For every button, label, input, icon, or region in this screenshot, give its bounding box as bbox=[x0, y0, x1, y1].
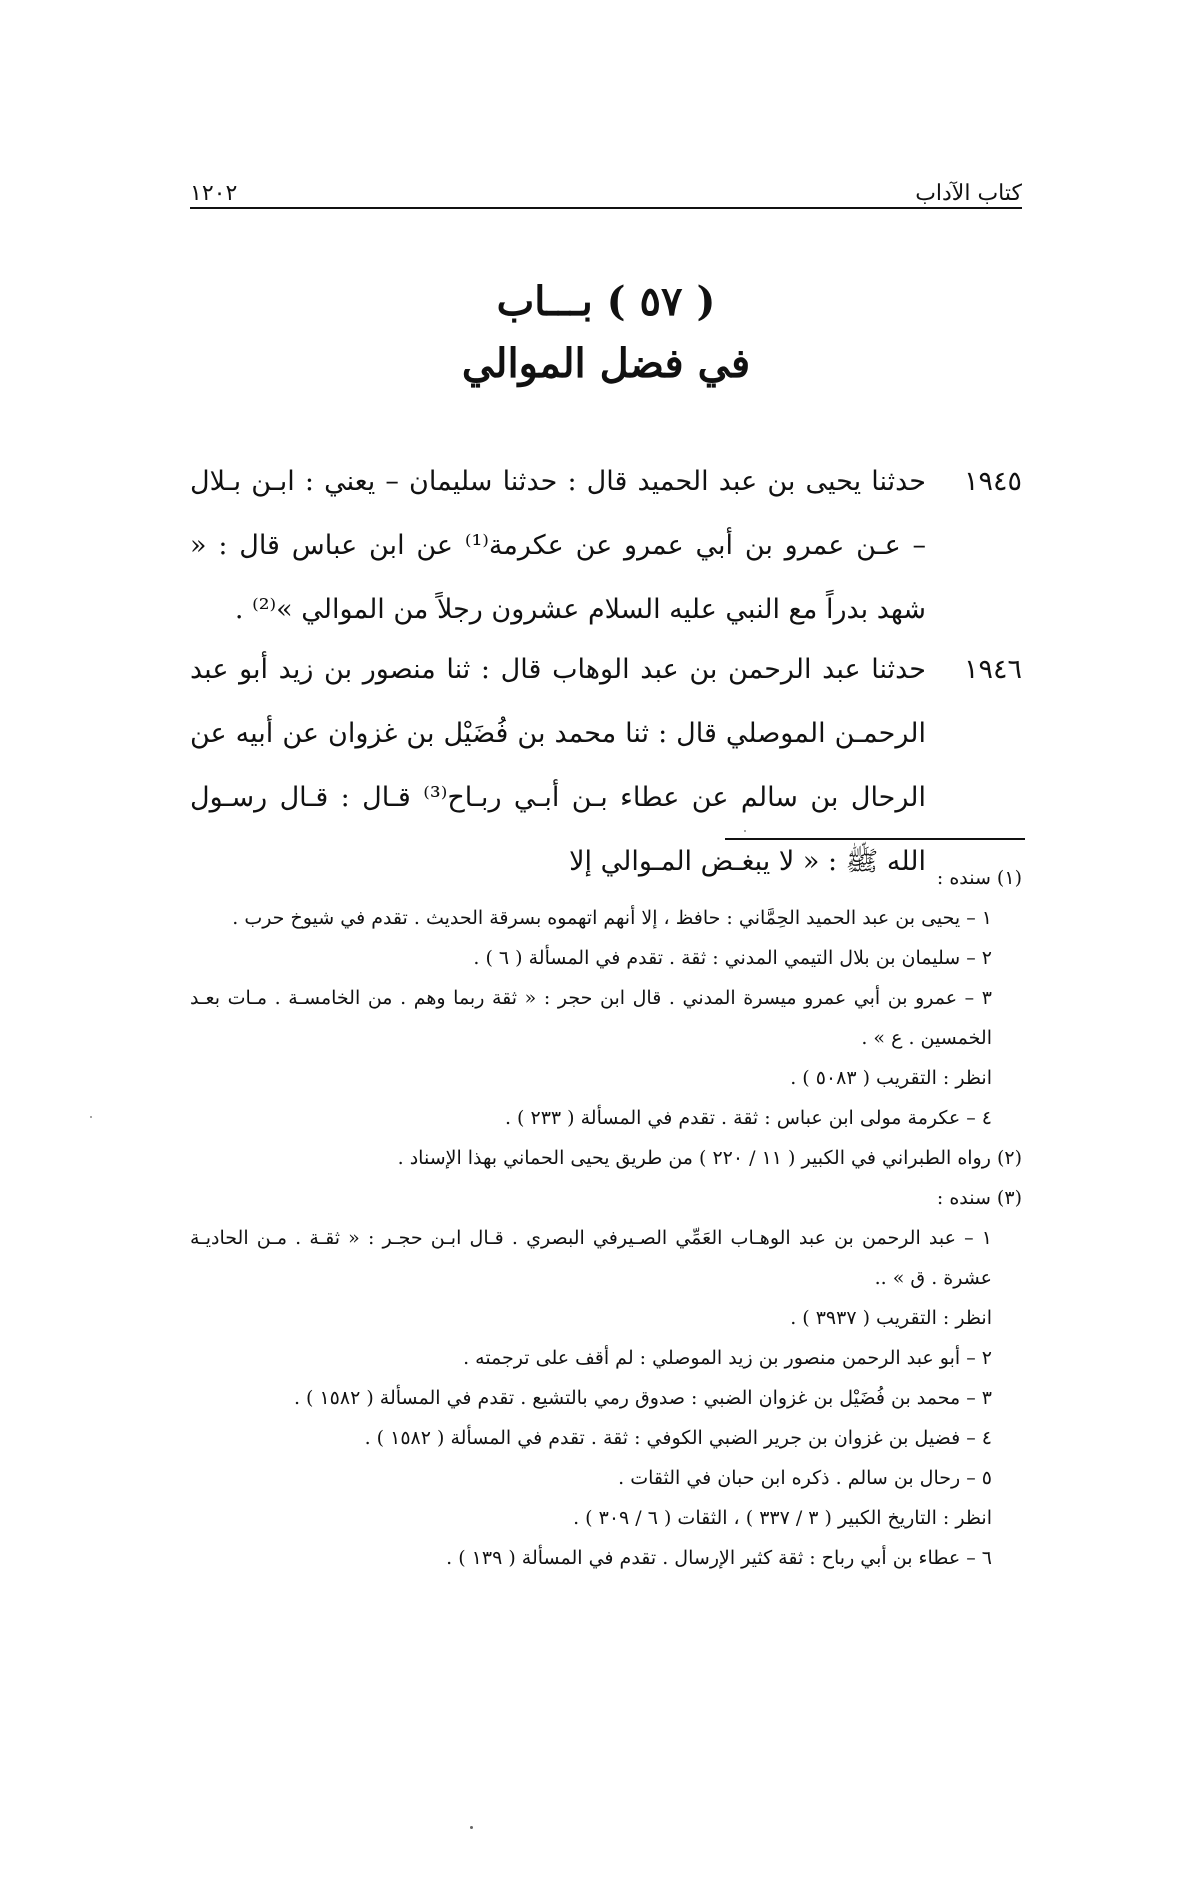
book-title: كتاب الآداب bbox=[915, 181, 1022, 206]
header-rule bbox=[190, 207, 1022, 209]
footnote-line: ٣ – محمد بن فُضَيْل بن غزوان الضبي : صدوق رمي بالتشيع . تقدم في المسألة ( ١٥٨٢ ) . bbox=[293, 1387, 992, 1409]
footnote-line: ٣ – عمرو بن أبي عمرو ميسرة المدني . قال ابن حجر : « ثقة ربما وهم . من الخامسـة . مـات بعـد الخمسين . ع » . bbox=[190, 987, 992, 1049]
hadith-text: حدثنا عبد الرحمن بن عبد الوهاب قال : ثنا منصور بن زيد أبو عبد الرحمـن الموصلي قال : ثنا محمد بن فُضَيْل بن غزوان عن أبيه عن الرحال بن سالم عن عطاء بـن أبـي ربـاح⁽³⁾ قـال : قـال رسـول الله ﷺ : « لا يبغـض المـوالي إلا bbox=[190, 654, 926, 877]
footnote-line: (١) سنده : bbox=[936, 867, 1022, 889]
footnote-line: (٢) رواه الطبراني في الكبير ( ١١ / ٢٢٠ ) من طريق يحيى الحماني بهذا الإسناد . bbox=[397, 1147, 1022, 1169]
footnotes bbox=[190, 858, 1022, 1578]
page-header bbox=[190, 170, 1022, 206]
footnote-line: ١ – يحيى بن عبد الحميد الحِمَّاني : حافظ ، إلا أنهم اتهموه بسرقة الحديث . تقدم في شيوخ حرب . bbox=[232, 907, 992, 929]
footnote-line: ٢ – أبو عبد الرحمن منصور بن زيد الموصلي : لم أقف على ترجمته . bbox=[463, 1347, 992, 1369]
hadith-1945 bbox=[190, 450, 1022, 642]
footnote-line: ٢ – سليمان بن بلال التيمي المدني : ثقة . تقدم في المسألة ( ٦ ) . bbox=[473, 947, 992, 969]
footnote-line: انظر : التاريخ الكبير ( ٣ / ٣٣٧ ) ، الثقات ( ٦ / ٣٠٩ ) . bbox=[573, 1507, 992, 1529]
footnote-line: ٤ – فضيل بن غزوان بن جرير الضبي الكوفي : ثقة . تقدم في المسألة ( ١٥٨٢ ) . bbox=[364, 1427, 992, 1449]
hadith-text: حدثنا يحيى بن عبد الحميد قال : حدثنا سليمان – يعني : ابـن بـلال – عـن عمرو بن أبي عمرو عن عكرمة⁽¹⁾ عن ابن عباس قال : « شهد بدراً مع النبي عليه السلام عشرون رجلاً من الموالي »⁽²⁾ . bbox=[190, 466, 927, 625]
footnote-line: ٦ – عطاء بن أبي رباح : ثقة كثير الإرسال . تقدم في المسألة ( ١٣٩ ) . bbox=[446, 1547, 992, 1569]
scan-speck bbox=[744, 830, 746, 832]
chapter-heading: ( ٥٧ ) بـــاب bbox=[496, 278, 716, 325]
hadith-number: ١٩٤٦ bbox=[963, 654, 1022, 685]
footnote-line: ٥ – رحال بن سالم . ذكره ابن حبان في الثقات . bbox=[618, 1467, 992, 1489]
hadith-number: ١٩٤٥ bbox=[963, 466, 1022, 497]
page-number: ١٢٠٢ bbox=[190, 181, 238, 206]
footnote-line: انظر : التقريب ( ٣٩٣٧ ) . bbox=[790, 1307, 992, 1329]
footnote-line: ٤ – عكرمة مولى ابن عباس : ثقة . تقدم في المسألة ( ٢٣٣ ) . bbox=[504, 1107, 992, 1129]
scan-speck bbox=[90, 1116, 92, 1118]
footnote-line: ١ – عبد الرحمن بن عبد الوهـاب العَمِّي الصـيرفي البصري . قـال ابـن حجـر : « ثقـة . مـن الحاديـة عشرة . ق » .. bbox=[190, 1227, 992, 1289]
footnote-line: انظر : التقريب ( ٥٠٨٣ ) . bbox=[790, 1067, 992, 1089]
scan-speck bbox=[470, 1826, 473, 1829]
footnote-separator bbox=[725, 838, 1025, 840]
chapter-subheading: في فضل الموالي bbox=[461, 340, 751, 387]
footnote-line: (٣) سنده : bbox=[936, 1187, 1022, 1209]
hadith-1946 bbox=[190, 638, 1022, 877]
